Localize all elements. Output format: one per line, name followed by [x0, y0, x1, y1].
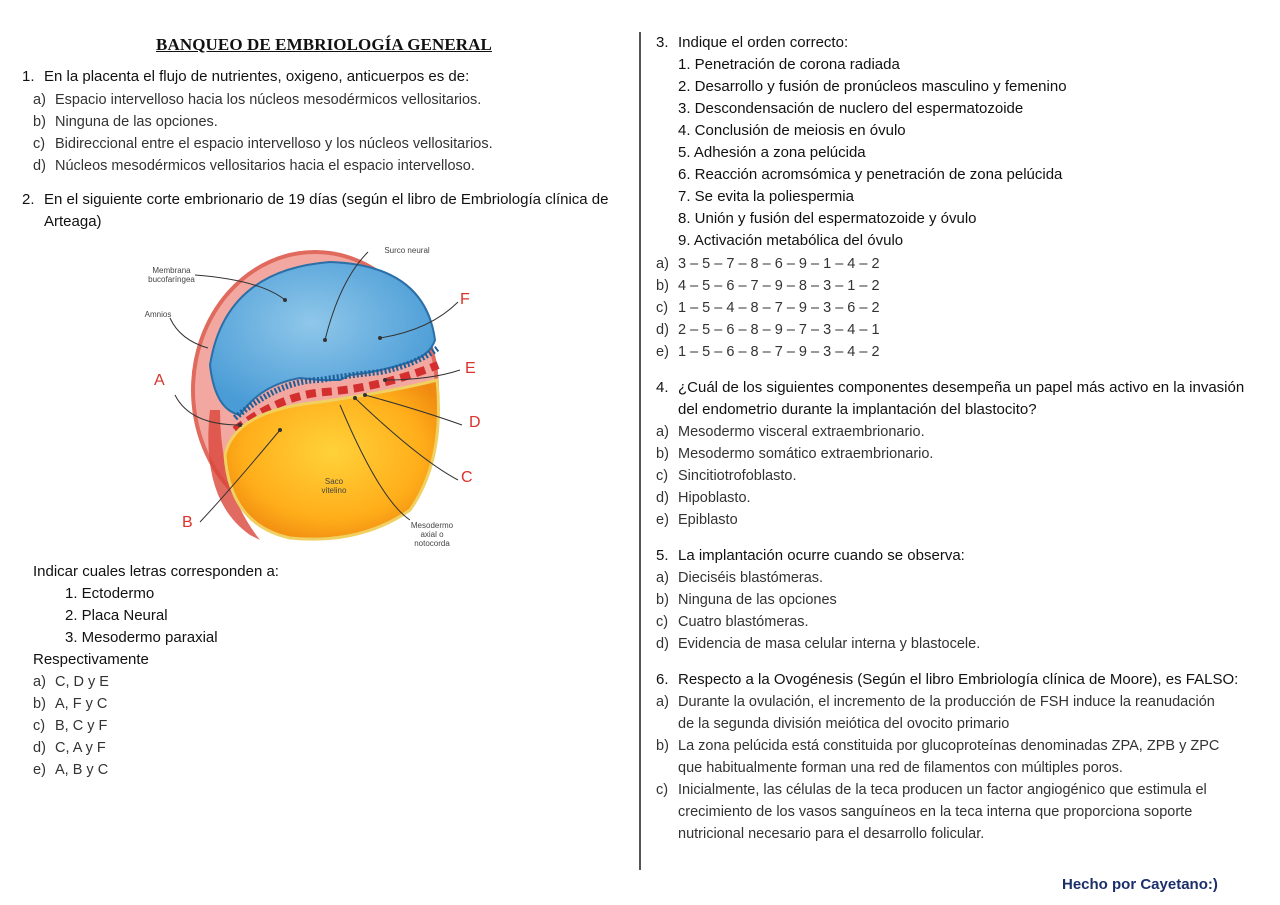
- q1-option-d[interactable]: [33, 155, 475, 177]
- option-letter: e): [656, 512, 669, 528]
- q4-option-d[interactable]: [656, 487, 751, 509]
- option-letter: c): [656, 614, 669, 630]
- option-text: C, D y E: [55, 674, 109, 690]
- option-letter: a): [33, 92, 46, 108]
- question-number: 4.: [656, 379, 669, 396]
- q3-item-8: 8. Unión y fusión del espermatozoide y óvulo: [678, 210, 977, 227]
- option-letter: b): [656, 592, 669, 608]
- option-text: 4 – 5 – 6 – 7 – 9 – 8 – 3 – 1 – 2: [678, 278, 880, 294]
- q3-item-2: 2. Desarrollo y fusión de pronúcleos masculino y femenino: [678, 78, 1067, 95]
- option-text: C, A y F: [55, 740, 106, 756]
- q4-option-a[interactable]: [656, 421, 925, 443]
- question-text: Indique el orden correcto:: [678, 34, 849, 51]
- q2-option-e[interactable]: [33, 759, 108, 781]
- figure-label-e: E: [465, 360, 476, 377]
- option-text: 2 – 5 – 6 – 8 – 9 – 7 – 3 – 4 – 1: [678, 322, 880, 338]
- q1-option-b[interactable]: [33, 111, 218, 133]
- q6-option-c-line2: crecimiento de los vasos sanguíneos en la teca interna que proporciona soporte: [678, 804, 1193, 820]
- option-letter: b): [656, 446, 669, 462]
- q5-option-d[interactable]: [656, 633, 980, 655]
- option-text: 3 – 5 – 7 – 8 – 6 – 9 – 1 – 4 – 2: [678, 256, 880, 272]
- option-text: A, B y C: [55, 762, 109, 778]
- figure-label-f: F: [460, 291, 470, 308]
- figure-caption-surco: Surco neural: [384, 246, 430, 255]
- question-2: [22, 189, 609, 211]
- figure-caption-mesodermo: Mesodermo axial o notocorda: [410, 521, 454, 548]
- option-text: Ninguna de las opciones.: [55, 114, 218, 130]
- option-letter: a): [656, 424, 669, 440]
- q3-option-b[interactable]: [656, 275, 880, 297]
- q3-item-9: 9. Activación metabólica del óvulo: [678, 232, 904, 249]
- question-4-line2: del endometrio durante la implantación del blastocito?: [678, 401, 1037, 418]
- option-text: Bidireccional entre el espacio intervelloso y los núcleos vellositarios.: [55, 136, 493, 152]
- option-letter: c): [656, 300, 669, 316]
- figure-label-c: C: [461, 469, 473, 486]
- option-text: Durante la ovulación, el incremento de la producción de FSH induce la reanudación: [678, 694, 1215, 710]
- question-text: En la placenta el flujo de nutrientes, oxigeno, anticuerpos es de:: [44, 68, 470, 85]
- question-number: 3.: [656, 34, 669, 51]
- question-text: En el siguiente corte embrionario de 19 días (según el libro de Embriología clínica de: [44, 191, 609, 208]
- option-letter: a): [656, 694, 669, 710]
- q4-option-b[interactable]: [656, 443, 933, 465]
- q5-option-b[interactable]: [656, 589, 837, 611]
- figure-label-a: A: [154, 372, 165, 389]
- q3-item-4: 4. Conclusión de meiosis en óvulo: [678, 122, 906, 139]
- option-text: Núcleos mesodérmicos vellositarios hacia el espacio intervelloso.: [55, 158, 475, 174]
- q1-option-a[interactable]: [33, 89, 481, 111]
- q3-item-5: 5. Adhesión a zona pelúcida: [678, 144, 866, 161]
- q2-option-c[interactable]: [33, 715, 107, 737]
- question-number: 2.: [22, 191, 35, 208]
- embryo-cross-section: [140, 240, 490, 552]
- q5-option-a[interactable]: [656, 567, 823, 589]
- q2-respectively: Respectivamente: [33, 651, 149, 668]
- q2-option-b[interactable]: [33, 693, 107, 715]
- option-letter: b): [656, 738, 669, 754]
- question-5: [656, 545, 965, 567]
- q4-option-e[interactable]: [656, 509, 738, 531]
- option-text: Ninguna de las opciones: [678, 592, 837, 608]
- q3-option-e[interactable]: [656, 341, 880, 363]
- question-6: [656, 669, 1238, 691]
- option-text: Mesodermo visceral extraembrionario.: [678, 424, 925, 440]
- figure-caption-membrana: Membrana bucofaríngea: [148, 266, 195, 284]
- q6-option-b[interactable]: [656, 735, 1219, 757]
- q6-option-a-line2: de la segunda división meiótica del ovocito primario: [678, 716, 1010, 732]
- option-letter: e): [33, 762, 46, 778]
- figure-label-b: B: [182, 514, 193, 531]
- option-text: Epiblasto: [678, 512, 738, 528]
- option-text: La zona pelúcida está constituida por glucoproteínas denominadas ZPA, ZPB y ZPC: [678, 738, 1220, 754]
- option-letter: d): [656, 322, 669, 338]
- option-text: A, F y C: [55, 696, 108, 712]
- question-4: [656, 377, 1244, 399]
- option-text: 1 – 5 – 4 – 8 – 7 – 9 – 3 – 6 – 2: [678, 300, 880, 316]
- option-letter: d): [656, 490, 669, 506]
- question-text: ¿Cuál de los siguientes componentes desempeña un papel más activo en la invasión: [678, 379, 1245, 396]
- question-text: La implantación ocurre cuando se observa:: [678, 547, 965, 564]
- option-letter: b): [33, 696, 46, 712]
- page-title: BANQUEO DE EMBRIOLOGÍA GENERAL: [156, 35, 492, 54]
- option-text: Cuatro blastómeras.: [678, 614, 809, 630]
- option-letter: b): [33, 114, 46, 130]
- question-number: 5.: [656, 547, 669, 564]
- option-letter: e): [656, 344, 669, 360]
- question-number: 6.: [656, 671, 669, 688]
- option-text: 1 – 5 – 6 – 8 – 7 – 9 – 3 – 4 – 2: [678, 344, 880, 360]
- option-text: Evidencia de masa celular interna y blastocele.: [678, 636, 981, 652]
- q6-option-a[interactable]: [656, 691, 1215, 713]
- q1-option-c[interactable]: [33, 133, 493, 155]
- option-text: B, C y F: [55, 718, 108, 734]
- q3-item-7: 7. Se evita la poliespermia: [678, 188, 854, 205]
- option-letter: d): [656, 636, 669, 652]
- option-letter: a): [656, 570, 669, 586]
- q4-option-c[interactable]: [656, 465, 796, 487]
- q3-option-d[interactable]: [656, 319, 880, 341]
- option-letter: d): [33, 158, 46, 174]
- question-number: 1.: [22, 68, 35, 85]
- question-2-line2: Arteaga): [44, 213, 102, 230]
- q2-item-1: 1. Ectodermo: [65, 585, 155, 602]
- q6-option-c-line3: nutricional necesario para el desarrollo folicular.: [678, 826, 985, 842]
- q2-instruction: Indicar cuales letras corresponden a:: [33, 563, 279, 580]
- q2-option-d[interactable]: [33, 737, 106, 759]
- q3-option-a[interactable]: [656, 253, 880, 275]
- option-letter: c): [33, 136, 46, 152]
- option-text: Sincitiotrofoblasto.: [678, 468, 797, 484]
- q3-item-6: 6. Reacción acromsómica y penetración de zona pelúcida: [678, 166, 1063, 183]
- q3-item-1: 1. Penetración de corona radiada: [678, 56, 900, 73]
- q2-item-2: 2. Placa Neural: [65, 607, 168, 624]
- question-1: [22, 66, 469, 88]
- option-letter: c): [656, 782, 669, 798]
- option-letter: b): [656, 278, 669, 294]
- question-text: Respecto a la Ovogénesis (Según el libro Embriología clínica de Moore), es FALSO:: [678, 671, 1239, 688]
- option-text: Mesodermo somático extraembrionario.: [678, 446, 934, 462]
- option-text: Dieciséis blastómeras.: [678, 570, 824, 586]
- option-letter: c): [33, 718, 46, 734]
- figure-label-d: D: [469, 414, 481, 431]
- question-3: [656, 32, 848, 54]
- option-letter: a): [33, 674, 46, 690]
- option-letter: a): [656, 256, 669, 272]
- q2-option-a[interactable]: [33, 671, 109, 693]
- option-text: Hipoblasto.: [678, 490, 751, 506]
- figure-caption-saco: Saco vitelino: [321, 477, 347, 495]
- option-letter: d): [33, 740, 46, 756]
- q2-item-3: 3. Mesodermo paraxial: [65, 629, 218, 646]
- option-letter: c): [656, 468, 669, 484]
- q6-option-c[interactable]: [656, 779, 1207, 801]
- option-text: Espacio intervelloso hacia los núcleos mesodérmicos vellositarios.: [55, 92, 482, 108]
- q3-item-3: 3. Descondensación de nuclero del espermatozoide: [678, 100, 1024, 117]
- embryo-figure: [140, 240, 490, 552]
- figure-caption-amnios: Amnios: [144, 310, 172, 319]
- column-divider: [639, 32, 641, 870]
- q5-option-c[interactable]: [656, 611, 809, 633]
- q3-option-c[interactable]: [656, 297, 880, 319]
- option-text: Inicialmente, las células de la teca producen un factor angiogénico que estimula el: [678, 782, 1207, 798]
- q6-option-b-line2: que habitualmente forman una red de filamentos con múltiples poros.: [678, 760, 1123, 776]
- author-signature: Hecho por Cayetano:): [1062, 876, 1218, 893]
